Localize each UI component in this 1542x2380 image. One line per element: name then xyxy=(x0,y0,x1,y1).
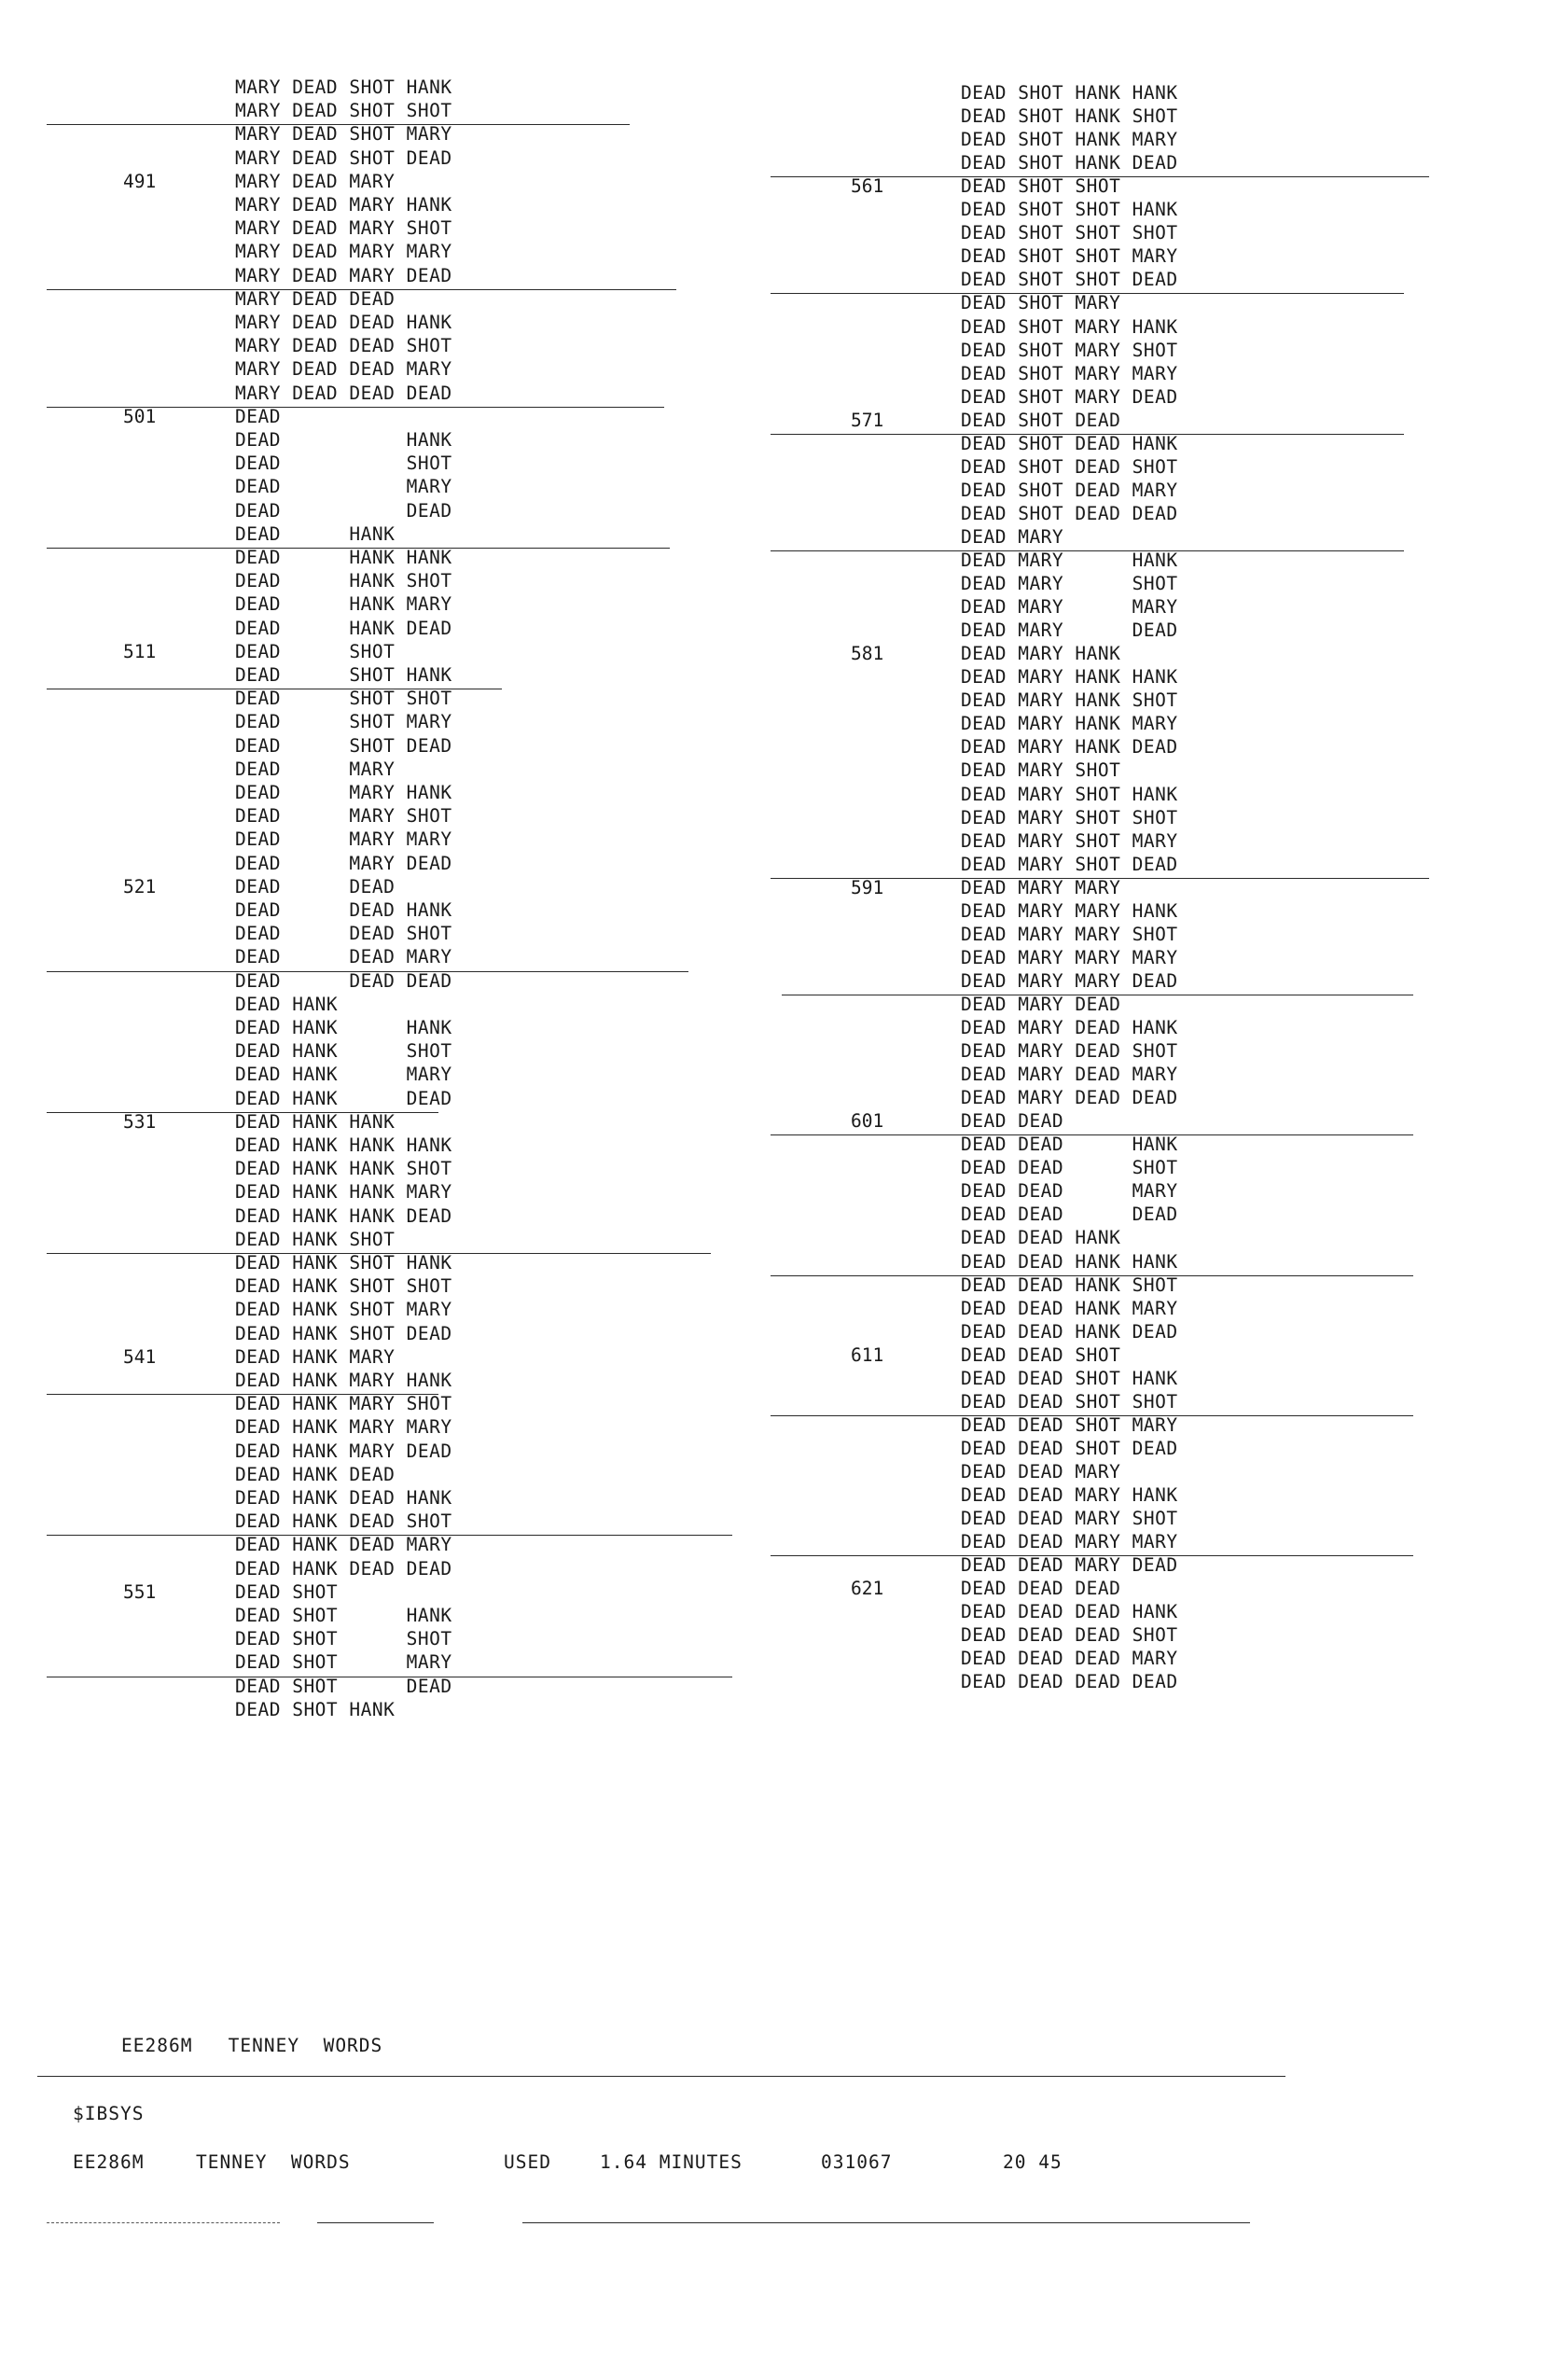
listing-row: DEAD SHOT HANK DEAD xyxy=(961,152,1178,174)
listing-row: DEAD HANK SHOT HANK xyxy=(235,1252,452,1274)
listing-row: DEAD HANK MARY MARY xyxy=(235,1416,452,1439)
line-number: 621 xyxy=(851,1578,884,1600)
listing-row: DEAD DEAD HANK xyxy=(235,899,452,921)
listing-row: DEAD MARY MARY DEAD xyxy=(961,969,1178,992)
separator-rule xyxy=(47,1535,732,1536)
listing-row: DEAD SHOT SHOT xyxy=(961,175,1121,198)
listing-row: DEAD SHOT xyxy=(235,1580,339,1603)
footer-job-header: EE286M TENNEY WORDS xyxy=(121,2035,383,2056)
listing-row: DEAD DEAD DEAD HANK xyxy=(961,1601,1178,1623)
listing-row: DEAD DEAD SHOT xyxy=(961,1157,1178,1179)
line-number: 581 xyxy=(851,643,884,665)
listing-row: DEAD HANK SHOT xyxy=(235,1040,452,1063)
line-number: 511 xyxy=(123,640,157,662)
listing-row: DEAD DEAD DEAD xyxy=(235,969,452,992)
listing-row: DEAD DEAD HANK DEAD xyxy=(961,1320,1178,1343)
separator-rule xyxy=(47,1112,438,1113)
used-label: USED xyxy=(504,2151,551,2173)
listing-row: DEAD HANK DEAD DEAD xyxy=(235,1557,452,1580)
listing-row: DEAD SHOT DEAD xyxy=(235,1675,452,1697)
listing-row: MARY DEAD SHOT HANK xyxy=(235,77,452,98)
listing-row: DEAD SHOT MARY xyxy=(235,1651,452,1674)
bottom-rule-2 xyxy=(317,2222,434,2223)
line-number: 531 xyxy=(123,1110,157,1133)
listing-row: DEAD HANK HANK xyxy=(235,1017,452,1038)
listing-row: MARY DEAD MARY SHOT xyxy=(235,217,452,240)
listing-row: DEAD MARY HANK SHOT xyxy=(961,689,1178,712)
separator-rule xyxy=(771,1415,1413,1416)
separator-rule xyxy=(771,1275,1413,1276)
listing-row: DEAD DEAD xyxy=(235,499,452,522)
listing-row: DEAD MARY HANK xyxy=(961,643,1121,665)
bottom-rule-3 xyxy=(522,2222,1250,2223)
listing-row: DEAD DEAD HANK HANK xyxy=(961,1250,1178,1273)
listing-row: DEAD HANK DEAD xyxy=(235,1087,452,1109)
listing-row: DEAD MARY SHOT xyxy=(961,759,1121,782)
listing-row: DEAD MARY MARY HANK xyxy=(961,899,1178,922)
separator-rule xyxy=(47,124,630,125)
listing-row: DEAD HANK DEAD xyxy=(235,1463,396,1485)
listing-row: DEAD HANK MARY DEAD xyxy=(235,1440,452,1462)
listing-row: DEAD DEAD DEAD xyxy=(961,1578,1121,1600)
listing-row: DEAD HANK MARY xyxy=(235,1064,452,1086)
listing-row: MARY DEAD DEAD xyxy=(235,287,396,310)
listing-row: DEAD MARY SHOT xyxy=(235,805,452,828)
listing-row: DEAD SHOT HANK xyxy=(235,664,452,686)
listing-row: DEAD HANK DEAD HANK xyxy=(235,1487,452,1509)
listing-row: DEAD SHOT MARY xyxy=(235,711,452,733)
listing-row: DEAD SHOT SHOT MARY xyxy=(961,245,1178,268)
listing-row: DEAD SHOT SHOT xyxy=(235,688,452,710)
listing-row: DEAD DEAD MARY DEAD xyxy=(961,1554,1178,1577)
listing-row: DEAD SHOT HANK xyxy=(235,1605,452,1626)
listing-row: DEAD MARY DEAD xyxy=(961,993,1121,1015)
listing-row: MARY DEAD DEAD DEAD xyxy=(235,382,452,404)
listing-row: DEAD MARY MARY xyxy=(235,828,452,851)
listing-row: DEAD SHOT xyxy=(235,452,452,475)
listing-row: DEAD DEAD MARY xyxy=(961,1180,1178,1203)
listing-row: DEAD HANK SHOT xyxy=(235,1228,396,1250)
separator-rule xyxy=(771,293,1404,294)
listing-row: DEAD MARY HANK DEAD xyxy=(961,736,1178,759)
listing-row: DEAD HANK HANK SHOT xyxy=(235,1158,452,1180)
separator-rule xyxy=(47,548,670,549)
listing-row: MARY DEAD SHOT MARY xyxy=(235,123,452,146)
listing-row: MARY DEAD SHOT SHOT xyxy=(235,100,452,122)
listing-row: MARY DEAD DEAD SHOT xyxy=(235,335,452,357)
listing-row: DEAD SHOT SHOT DEAD xyxy=(961,269,1178,291)
listing-row: DEAD MARY DEAD xyxy=(235,852,452,874)
run-date: 031067 xyxy=(821,2151,893,2173)
listing-row: DEAD MARY DEAD MARY xyxy=(961,1064,1178,1086)
listing-row: DEAD DEAD MARY xyxy=(961,1460,1121,1482)
listing-row: DEAD HANK xyxy=(235,429,452,451)
listing-row: DEAD SHOT DEAD DEAD xyxy=(961,502,1178,524)
listing-row: DEAD SHOT SHOT HANK xyxy=(961,199,1178,221)
separator-rule xyxy=(771,878,1429,879)
listing-row: DEAD DEAD SHOT xyxy=(235,923,452,945)
line-number: 521 xyxy=(123,875,157,898)
listing-row: MARY DEAD SHOT DEAD xyxy=(235,146,452,169)
run-clock: 20 45 xyxy=(1003,2151,1063,2173)
listing-row: DEAD HANK SHOT MARY xyxy=(235,1299,452,1321)
job-name: TENNEY WORDS xyxy=(196,2151,351,2173)
separator-rule xyxy=(47,1394,438,1395)
listing-row: DEAD SHOT HANK xyxy=(235,1698,396,1720)
listing-row: DEAD MARY DEAD DEAD xyxy=(961,1087,1178,1109)
separator-rule xyxy=(771,1555,1413,1556)
listing-row: DEAD HANK DEAD SHOT xyxy=(235,1510,452,1533)
listing-row: DEAD HANK HANK xyxy=(235,547,452,568)
listing-row: DEAD SHOT DEAD MARY xyxy=(961,479,1178,501)
separator-rule xyxy=(771,1134,1413,1135)
listing-row: DEAD SHOT DEAD HANK xyxy=(961,432,1178,454)
line-number: 611 xyxy=(851,1343,884,1366)
listing-row: DEAD MARY SHOT SHOT xyxy=(961,806,1178,828)
listing-row: DEAD DEAD SHOT MARY xyxy=(961,1413,1178,1436)
listing-row: DEAD HANK SHOT xyxy=(235,570,452,592)
line-number: 591 xyxy=(851,876,884,898)
listing-row: DEAD SHOT MARY SHOT xyxy=(961,339,1178,361)
listing-row: DEAD DEAD SHOT DEAD xyxy=(961,1437,1178,1459)
job-id: EE286M xyxy=(73,2151,145,2173)
listing-row: DEAD DEAD SHOT SHOT xyxy=(961,1390,1178,1413)
separator-rule xyxy=(47,407,664,408)
listing-row: DEAD MARY HANK HANK xyxy=(961,666,1178,689)
line-number: 601 xyxy=(851,1110,884,1133)
listing-row: DEAD DEAD HANK xyxy=(961,1227,1121,1249)
line-number: 501 xyxy=(123,405,157,427)
ibsys-label: $IBSYS xyxy=(73,2103,145,2124)
listing-row: DEAD SHOT DEAD SHOT xyxy=(961,455,1178,478)
listing-row: DEAD SHOT MARY MARY xyxy=(961,362,1178,384)
bottom-rule-1 xyxy=(47,2222,280,2223)
listing-row: DEAD MARY MARY SHOT xyxy=(961,923,1178,945)
listing-row: DEAD HANK HANK xyxy=(235,1110,396,1133)
elapsed-time: 1.64 MINUTES xyxy=(600,2151,743,2173)
listing-row: DEAD MARY SHOT HANK xyxy=(961,783,1178,805)
listing-row: DEAD DEAD SHOT HANK xyxy=(961,1367,1178,1389)
listing-row: DEAD HANK SHOT SHOT xyxy=(235,1275,452,1298)
listing-row: DEAD HANK MARY SHOT xyxy=(235,1393,452,1415)
listing-row: DEAD SHOT SHOT SHOT xyxy=(961,222,1178,244)
listing-row: MARY DEAD MARY HANK xyxy=(235,194,452,216)
line-number: 561 xyxy=(851,175,884,198)
listing-row: DEAD DEAD DEAD SHOT xyxy=(961,1624,1178,1647)
listing-row: DEAD MARY xyxy=(961,525,1064,548)
listing-row: DEAD DEAD DEAD MARY xyxy=(961,1648,1178,1670)
separator-rule xyxy=(47,971,688,972)
line-number: 571 xyxy=(851,409,884,431)
listing-row: DEAD HANK DEAD xyxy=(235,617,452,639)
listing-row: DEAD HANK HANK DEAD xyxy=(235,1204,452,1227)
listing-row: DEAD SHOT DEAD xyxy=(961,409,1121,431)
listing-row: DEAD HANK xyxy=(235,993,339,1015)
listing-row: MARY DEAD DEAD HANK xyxy=(235,312,452,333)
listing-row: DEAD SHOT SHOT xyxy=(235,1628,452,1650)
listing-row: DEAD MARY MARY xyxy=(961,876,1121,898)
listing-row: DEAD HANK MARY xyxy=(235,1345,396,1368)
listing-row: DEAD HANK SHOT DEAD xyxy=(235,1322,452,1344)
listing-row: DEAD DEAD MARY xyxy=(235,946,452,968)
listing-row: DEAD MARY HANK MARY xyxy=(961,713,1178,735)
listing-row: MARY DEAD MARY xyxy=(235,170,396,192)
listing-row: DEAD SHOT HANK HANK xyxy=(961,82,1178,104)
listing-row: DEAD DEAD SHOT xyxy=(961,1343,1121,1366)
footer-rule xyxy=(37,2076,1285,2077)
listing-row: DEAD MARY HANK xyxy=(961,550,1178,571)
listing-row: DEAD SHOT MARY DEAD xyxy=(961,385,1178,408)
listing-row: DEAD DEAD DEAD xyxy=(961,1204,1178,1226)
listing-row: DEAD HANK HANK HANK xyxy=(235,1134,452,1156)
listing-row: DEAD MARY MARY xyxy=(961,596,1178,619)
listing-row: DEAD SHOT MARY xyxy=(961,292,1121,314)
listing-row: DEAD SHOT HANK MARY xyxy=(961,129,1178,151)
line-number: 551 xyxy=(123,1580,157,1603)
listing-row: DEAD HANK DEAD MARY xyxy=(235,1534,452,1556)
separator-rule xyxy=(771,434,1404,435)
listing-row: DEAD MARY xyxy=(235,758,396,780)
listing-row: DEAD SHOT HANK SHOT xyxy=(961,105,1178,128)
listing-row: DEAD DEAD HANK MARY xyxy=(961,1297,1178,1319)
listing-row: MARY DEAD MARY DEAD xyxy=(235,264,452,286)
listing-row: DEAD MARY xyxy=(235,476,452,498)
line-number: 491 xyxy=(123,170,157,192)
listing-row: DEAD SHOT MARY HANK xyxy=(961,315,1178,338)
listing-row: DEAD MARY DEAD xyxy=(961,619,1178,642)
listing-row: DEAD MARY HANK xyxy=(235,782,452,803)
listing-row: DEAD MARY SHOT xyxy=(961,573,1178,595)
listing-row: DEAD DEAD MARY HANK xyxy=(961,1484,1178,1506)
line-number: 541 xyxy=(123,1345,157,1368)
listing-row: DEAD DEAD DEAD DEAD xyxy=(961,1671,1178,1693)
listing-row: DEAD xyxy=(235,405,281,427)
listing-row: MARY DEAD DEAD MARY xyxy=(235,358,452,381)
listing-row: DEAD DEAD xyxy=(235,875,396,898)
separator-rule xyxy=(47,289,676,290)
listing-row: DEAD DEAD HANK SHOT xyxy=(961,1274,1178,1296)
listing-row: DEAD MARY DEAD SHOT xyxy=(961,1040,1178,1063)
separator-rule xyxy=(771,176,1429,177)
listing-row: DEAD SHOT DEAD xyxy=(235,734,452,757)
listing-row: DEAD SHOT xyxy=(235,640,396,662)
listing-row: DEAD DEAD MARY SHOT xyxy=(961,1508,1178,1530)
listing-row: DEAD DEAD MARY MARY xyxy=(961,1531,1178,1553)
listing-row: DEAD HANK MARY xyxy=(235,593,452,616)
listing-row: DEAD HANK HANK MARY xyxy=(235,1181,452,1204)
listing-row: DEAD HANK xyxy=(235,522,396,545)
listing-row: DEAD DEAD HANK xyxy=(961,1134,1178,1156)
listing-row: DEAD MARY DEAD HANK xyxy=(961,1017,1178,1038)
separator-rule xyxy=(47,1253,711,1254)
listing-row: DEAD MARY MARY MARY xyxy=(961,946,1178,968)
listing-row: DEAD HANK MARY HANK xyxy=(235,1370,452,1391)
separator-rule xyxy=(771,550,1404,551)
listing-row: DEAD MARY SHOT DEAD xyxy=(961,853,1178,875)
listing-row: DEAD DEAD xyxy=(961,1110,1064,1133)
listing-row: MARY DEAD MARY MARY xyxy=(235,241,452,263)
listing-row: DEAD MARY SHOT MARY xyxy=(961,829,1178,852)
